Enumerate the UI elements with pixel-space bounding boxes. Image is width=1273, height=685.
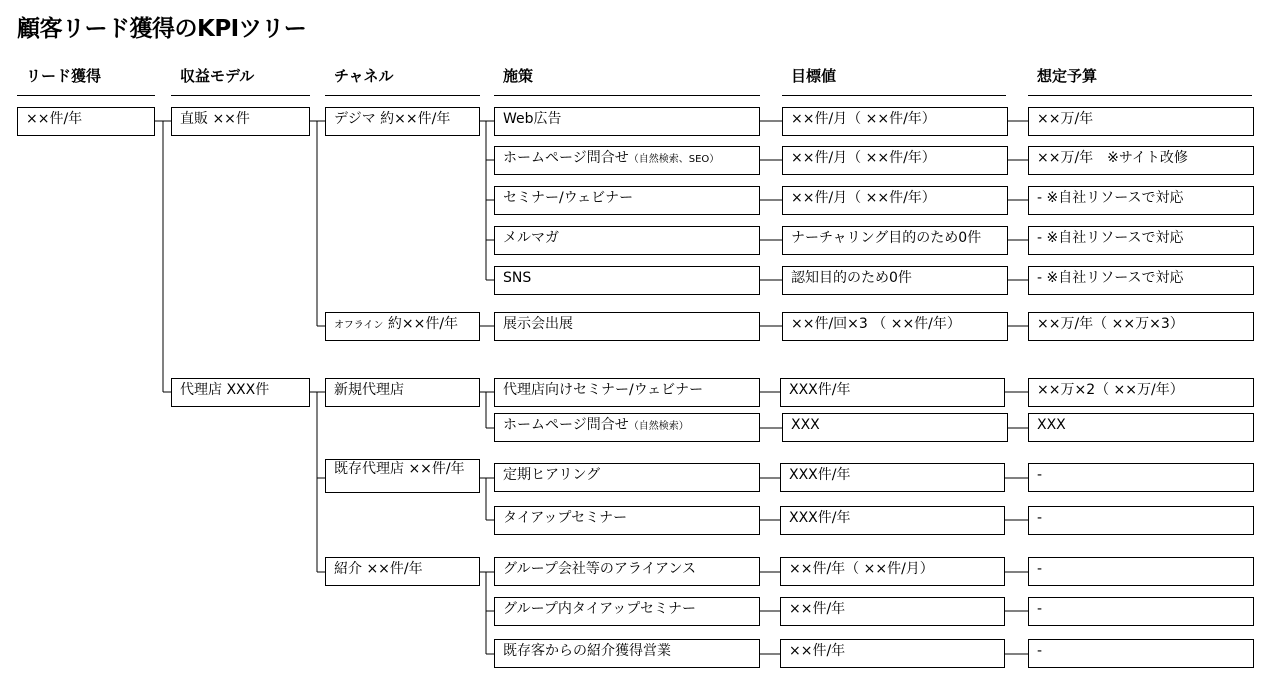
channel-digital-box: デジマ 約××件/年 xyxy=(325,107,480,136)
measure-box xyxy=(494,413,760,442)
measure-label: グループ内タイアップセミナー xyxy=(503,601,697,617)
model-agency-box: 代理店 XXX件 xyxy=(171,378,310,407)
target-box: ××件/年 xyxy=(780,639,1005,668)
measure-label: ホームページ問合せ xyxy=(503,150,629,166)
measure-label: メルマガ xyxy=(503,230,559,246)
measure-box xyxy=(494,506,760,535)
measure-box xyxy=(494,107,760,136)
measure-box xyxy=(494,597,760,626)
target-box: ××件/月（ ××件/年） xyxy=(782,146,1008,175)
target-box: ××件/月（ ××件/年） xyxy=(782,107,1008,136)
measure-label: セミナー/ウェビナー xyxy=(503,190,634,206)
header-channel: チャネル xyxy=(325,66,480,96)
measure-label: SNS xyxy=(503,270,532,286)
budget-box: - xyxy=(1028,463,1254,492)
target-box: ××件/回×3 （ ××件/年） xyxy=(782,312,1008,341)
channel-offline-box xyxy=(325,312,480,341)
budget-box: ××万×2（ ××万/年） xyxy=(1028,378,1254,407)
measure-label: タイアップセミナー xyxy=(503,510,628,526)
model-direct-box: 直販 ××件 xyxy=(171,107,310,136)
measure-box xyxy=(494,226,760,255)
channel-new-agency-box: 新規代理店 xyxy=(325,378,480,407)
target-box: ××件/年 xyxy=(780,597,1005,626)
budget-box: - ※自社リソースで対応 xyxy=(1028,226,1254,255)
channel-offline-label: オフライン xyxy=(334,320,384,331)
header-budget: 想定予算 xyxy=(1028,66,1252,96)
measure-label: Web広告 xyxy=(503,111,562,127)
measure-box xyxy=(494,378,760,407)
measure-label: ホームページ問合せ xyxy=(503,417,629,433)
measure-note: （自然検索） xyxy=(628,421,689,432)
target-box: ナーチャリング目的のため0件 xyxy=(782,226,1008,255)
measure-box xyxy=(494,557,760,586)
budget-box: - xyxy=(1028,597,1254,626)
channel-existing-agency-box: 既存代理店 ××件/年 xyxy=(325,459,480,493)
lead-box: ××件/年 xyxy=(17,107,155,136)
target-box: XXX件/年 xyxy=(780,463,1005,492)
header-target: 目標値 xyxy=(782,66,1006,96)
measure-box xyxy=(494,266,760,295)
budget-box: ××万/年（ ××万×3） xyxy=(1028,312,1254,341)
target-box: XXX xyxy=(782,413,1008,442)
measure-label: 既存客からの紹介獲得営業 xyxy=(503,643,671,659)
budget-box: - xyxy=(1028,506,1254,535)
header-lead: リード獲得 xyxy=(17,66,155,96)
target-box: ××件/年（ ××件/月） xyxy=(780,557,1005,586)
budget-box: ××万/年 xyxy=(1028,107,1254,136)
header-measure: 施策 xyxy=(494,66,760,96)
measure-label: グループ会社等のアライアンス xyxy=(503,561,697,577)
channel-offline-value: 約××件/年 xyxy=(387,316,459,332)
header-model: 収益モデル xyxy=(171,66,310,96)
measure-box xyxy=(494,312,760,341)
channel-referral-box: 紹介 ××件/年 xyxy=(325,557,480,586)
measure-box xyxy=(494,146,760,175)
budget-box: ××万/年 ※サイト改修 xyxy=(1028,146,1254,175)
measure-box xyxy=(494,186,760,215)
measure-label: 定期ヒアリング xyxy=(503,467,601,483)
measure-note: （自然検索、SEO） xyxy=(628,154,720,165)
measure-box xyxy=(494,463,760,492)
target-box: XXX件/年 xyxy=(780,378,1005,407)
measure-label: 代理店向けセミナー/ウェビナー xyxy=(503,382,704,398)
budget-box: - ※自社リソースで対応 xyxy=(1028,186,1254,215)
measure-label: 展示会出展 xyxy=(503,316,573,332)
budget-box: XXX xyxy=(1028,413,1254,442)
target-box: XXX件/年 xyxy=(780,506,1005,535)
target-box: ××件/月（ ××件/年） xyxy=(782,186,1008,215)
budget-box: - xyxy=(1028,557,1254,586)
budget-box: - ※自社リソースで対応 xyxy=(1028,266,1254,295)
measure-box xyxy=(494,639,760,668)
page-title: 顧客リード獲得のKPIツリー xyxy=(17,16,307,42)
budget-box: - xyxy=(1028,639,1254,668)
target-box: 認知目的のため0件 xyxy=(782,266,1008,295)
